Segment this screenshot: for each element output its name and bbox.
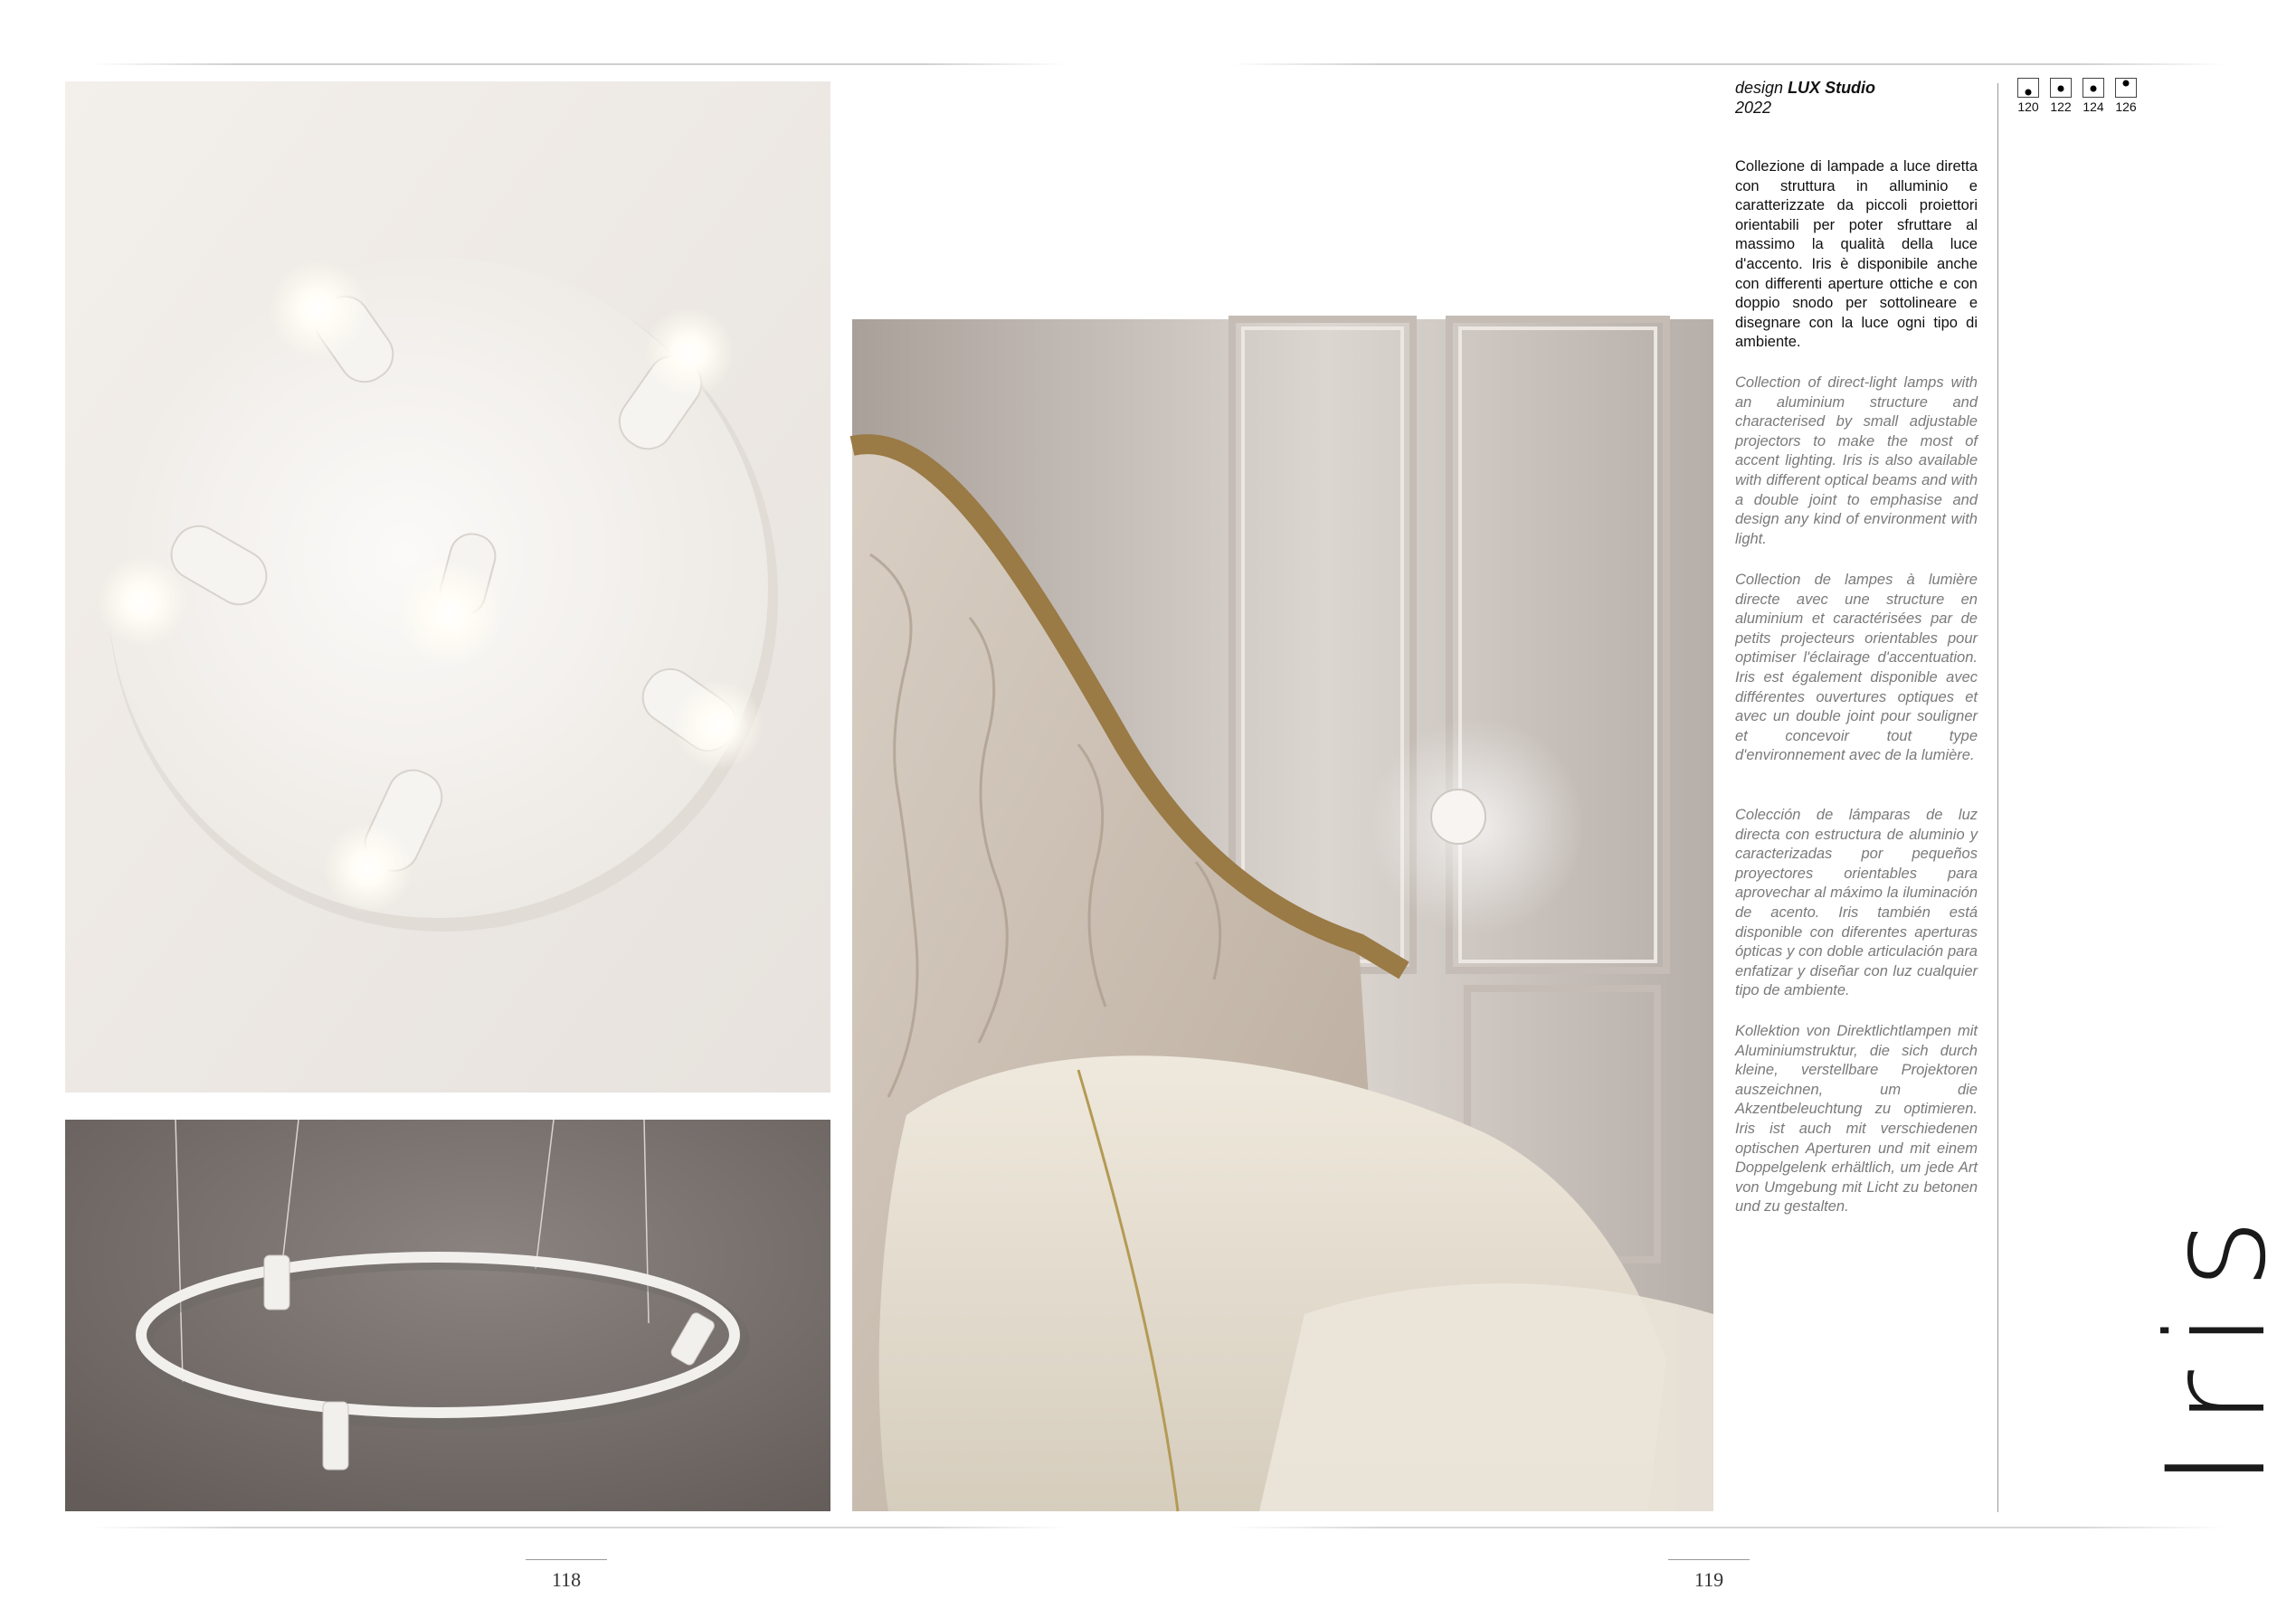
- beam-option: [2016, 78, 2040, 114]
- beam-label: 120: [2017, 99, 2039, 114]
- beam-124-icon: [2083, 78, 2104, 98]
- design-studio: LUX Studio: [1788, 79, 1876, 97]
- brand-word-iris: Iris: [2139, 1197, 2296, 1488]
- beam-options: [2016, 78, 2138, 114]
- beam-option: [2049, 78, 2073, 114]
- page-number-right: 119: [1668, 1568, 1750, 1592]
- design-credit: [1735, 78, 1875, 118]
- beam-label: 122: [2050, 99, 2072, 114]
- description-german: Kollektion von Direktlichtlampen mit Aluminiumstruktur, die sich durch kleine, verstellbare Projektoren auszeichnen, um die Akzentbeleuchtung zu optimieren. Iris ist auch mit verschiedenen optischen Aperturen und mit einem Doppelgelenk erhältlich, um jede Art von Umgebung mit Licht zu betonen und zu gestalten.: [1735, 1023, 1978, 1216]
- bottom-rule-left: [90, 1527, 1067, 1528]
- top-rule-right: [1230, 63, 2225, 65]
- beam-option: [2114, 78, 2138, 114]
- top-rule-left: [90, 63, 1067, 65]
- beam-label: 126: [2115, 99, 2137, 114]
- design-prefix: design: [1735, 79, 1784, 97]
- photo-pendant-ring: [65, 1120, 830, 1511]
- beam-option: [2082, 78, 2105, 114]
- beam-120-icon: [2017, 78, 2039, 98]
- vertical-divider: [1997, 83, 1998, 1512]
- photo-ceiling-lamp: [65, 81, 830, 1093]
- description-italian: Collezione di lampade a luce diretta con struttura in alluminio e caratterizzate da piccoli proiettori orientabili per poter sfruttare al massimo la qualità della luce d'accento. Iris è disponibile anche con differenti aperture ottiche e con doppio snodo per sottolineare e disegnare con la luce ogni tipo di ambiente.: [1735, 158, 1978, 351]
- photo-bedroom-wall-lamp: [852, 319, 1713, 1511]
- design-year: 2022: [1735, 99, 1772, 117]
- beam-126-icon: [2115, 78, 2137, 98]
- description-spanish: Colección de lámparas de luz directa con estructura de aluminio y caracterizadas por pequeños proyectores orientables para aprovechar al máximo la iluminación de acento. Iris también está disponible con diferentes aperturas ópticas y con doble articulación para enfatizar y diseñar con luz cualquier tipo de ambiente.: [1735, 807, 1978, 999]
- description-english: Collection of direct-light lamps with an aluminium structure and characterised by small adjustable projectors to make the most of accent lighting. Iris is also available with different optical beams and with a double joint to emphasise and design any kind of environment with light.: [1735, 374, 1978, 547]
- beam-122-icon: [2050, 78, 2072, 98]
- bottom-rule-right: [1230, 1527, 2225, 1528]
- beam-label: 124: [2083, 99, 2104, 114]
- description-french: Collection de lampes à lumière directe avec une structure en aluminium et caractérisées par de petits projecteurs orientables pour optimiser l'éclairage d'accentuation. Iris est également disponible avec différentes ouvertures optiques et avec un double joint pour souligner et concevoir tout type d'environnement avec de la lumière.: [1735, 572, 1978, 764]
- page-number-left: 118: [526, 1568, 607, 1592]
